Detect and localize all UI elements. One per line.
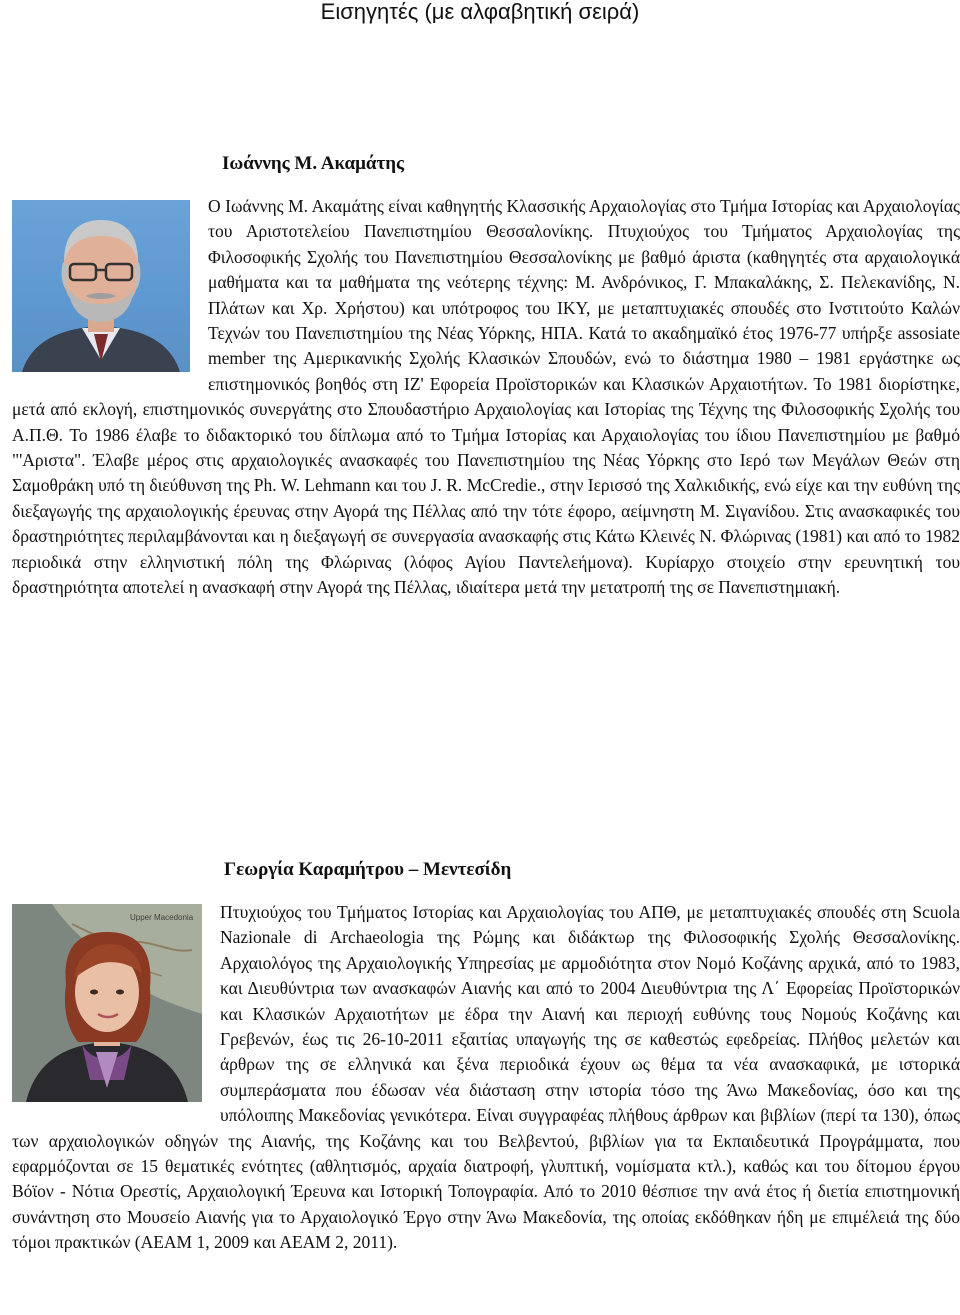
bio-karamitrou-mentesidi	[12, 858, 960, 1256]
bio-name: Γεωργία Καραμήτρου – Μεντεσίδη	[224, 859, 512, 880]
page-title: Εισηγητές (με αλφαβητική σειρά)	[320, 0, 640, 24]
portrait-photo-karamitrou	[12, 904, 202, 1102]
bio-text: Πτυχιούχος του Τμήματος Ιστορίας και Αρχαιολογίας του ΑΠΘ, με μεταπτυχιακές σπουδές στη Scuola Nazionale di Archaeologia της Ρώμης και διδάκτωρ της Φιλοσοφικής Σχολής Θεσσαλονίκης. Αρχαιολόγος της Αρχαιολογικής Υπηρεσίας με αρμοδιότητα στον Νομό Κοζάνης αρχικά, από το 1983, και Διευθύντρια των ανασκαφών Αιανής και από το 2004 Διευθύντρια της Λ΄ Εφορείας Προϊστορικών και Κλασικών Αρχαιοτήτων με έδρα την Αιανή και περιοχή ευθύνης τους Νομούς Κοζάνης και Γρεβενών, έως τις 26-10-2011 εξαιτίας υπαγωγής της σε καθεστώς εφεδρείας. Πλήθος μελετών και άρθρων της σε ελληνικά και ξένα περιοδικά έχουν ως θέμα τα νέα ανασκαφικά, με ιστορικά συμπεράσματα που έδωσαν νέα διάσταση στην ιστορία τόσο της Άνω Μακεδονίας, όσο και της υπόλοιπης Μακεδονίας γενικότερα. Είναι συγγραφέας πλήθους άρθρων και βιβλίων (περί τα 130), όπως των αρχαιολογικών οδηγών της Αιανής, της Κοζάνης και του Βελβεντού, βιβλίων για τα Εκπαιδευτικά Προγράμματα, που εφαρμόζονται σε 15 θεματικές ενότητες (αθλητισμός, αρχαία διατροφή, γλυπτική, νομίσματα κτλ.), καθώς και του δίτομου έργου Βόϊον - Νότια Ορεστίς, Αρχαιολογική Έρευνα και Ιστορική Τοπογραφία. Από το 2010 θέσπισε την ανά έτος ή διετία επιστημονική συνάντηση στο Μουσείο Αιανής για το Αρχαιολογικό Έργο στην Άνω Μακεδονία, της οποίας εκδόθηκαν ήδη με επιμέλειά της δύο τόμοι πρακτικών (ΑΕΑΜ 1, 2009 και ΑΕΑΜ 2, 2011).	[12, 902, 960, 1253]
bio-text: Ο Ιωάννης Μ. Ακαμάτης είναι καθηγητής Κλασσικής Αρχαιολογίας στο Τμήμα Ιστορίας και Αρχαιολογίας του Αριστοτελείου Πανεπιστημίου Θεσσαλονίκης. Πτυχιούχος του Τμήματος Αρχαιολογίας της Φιλοσοφικής Σχολής του Πανεπιστημίου Θεσσαλονίκης με βαθμό άριστα (καθηγητές στα αρχαιολογικά μαθήματα και τα μαθήματα της νεότερης τέχνης: Μ. Ανδρόνικος, Γ. Μπακαλάκης, Σ. Πελεκανίδης, Ν. Πλάτων και Χρ. Χρήστου) και υπότροφος του ΙΚΥ, με μεταπτυχιακές σπουδές στο Ινστιτούτο Καλών Τεχνών του Πανεπιστημίου της Νέας Υόρκης, ΗΠΑ. Κατά το ακαδημαϊκό έτος 1976-77 υπήρξε assosiate member της Αμερικανικής Σχολής Κλασικών Σπουδών, ενώ το διάστημα 1980 – 1981 εργάστηκε ως επιστημονικός βοηθός στη ΙΖ' Εφορεία Προϊστορικών και Κλασικών Αρχαιοτήτων. Το 1981 διορίστηκε, μετά από εκλογή, επιστημονικός συνεργάτης στο Σπουδαστήριο Αρχαιολογίας και Ιστορίας της Τέχνης της Φιλοσοφικής Σχολής του Α.Π.Θ. Το 1986 έλαβε το διδακτορικό του δίπλωμα από το Τμήμα Ιστορίας και Αρχαιολογίας του ίδιου Πανεπιστημίου με βαθμό "'Αριστα". Έλαβε μέρος στις αρχαιολογικές ανασκαφές του Πανεπιστημίου της Νέας Υόρκης στο Ιερό των Μεγάλων Θεών στη Σαμοθράκη υπό τη διεύθυνση της Ph. W. Lehmann και του J. R. McCredie., στην Ιερισσό της Χαλκιδικής, ενώ είχε και την ευθύνη της διεξαγωγής της αρχαιολογικής έρευνας στην Αγορά της Πέλλας από την τότε έφορο, αείμνηστη Μ. Σιγανίδου. Στις ανασκαφικές του δραστηριότητες περιλαμβάνονται και η διεξαγωγή σε συνεργασία ανασκαφής στις Κάτω Κλεινές Ν. Φλώρινας (1981) και από το 1982 περιοδικά στην ελληνιστική πόλη της Φλώρινας (λόφος Αγίου Παντελεήμονα). Κυρίαρχο στοιχείο στην ερευνητική του δραστηριότητα αποτελεί η ανασκαφή στην Αγορά της Πέλλας, ιδιαίτερα μετά την μετατροπή της σε Πανεπιστημιακή.	[12, 196, 960, 598]
portrait-man-icon	[12, 200, 190, 372]
photo-caption: Upper Macedonia	[130, 913, 194, 922]
portrait-photo-akamatis	[12, 200, 190, 372]
bio-akamatis	[12, 152, 960, 601]
bio-name: Ιωάννης Μ. Ακαμάτης	[222, 153, 405, 174]
portrait-woman-icon	[12, 904, 202, 1102]
